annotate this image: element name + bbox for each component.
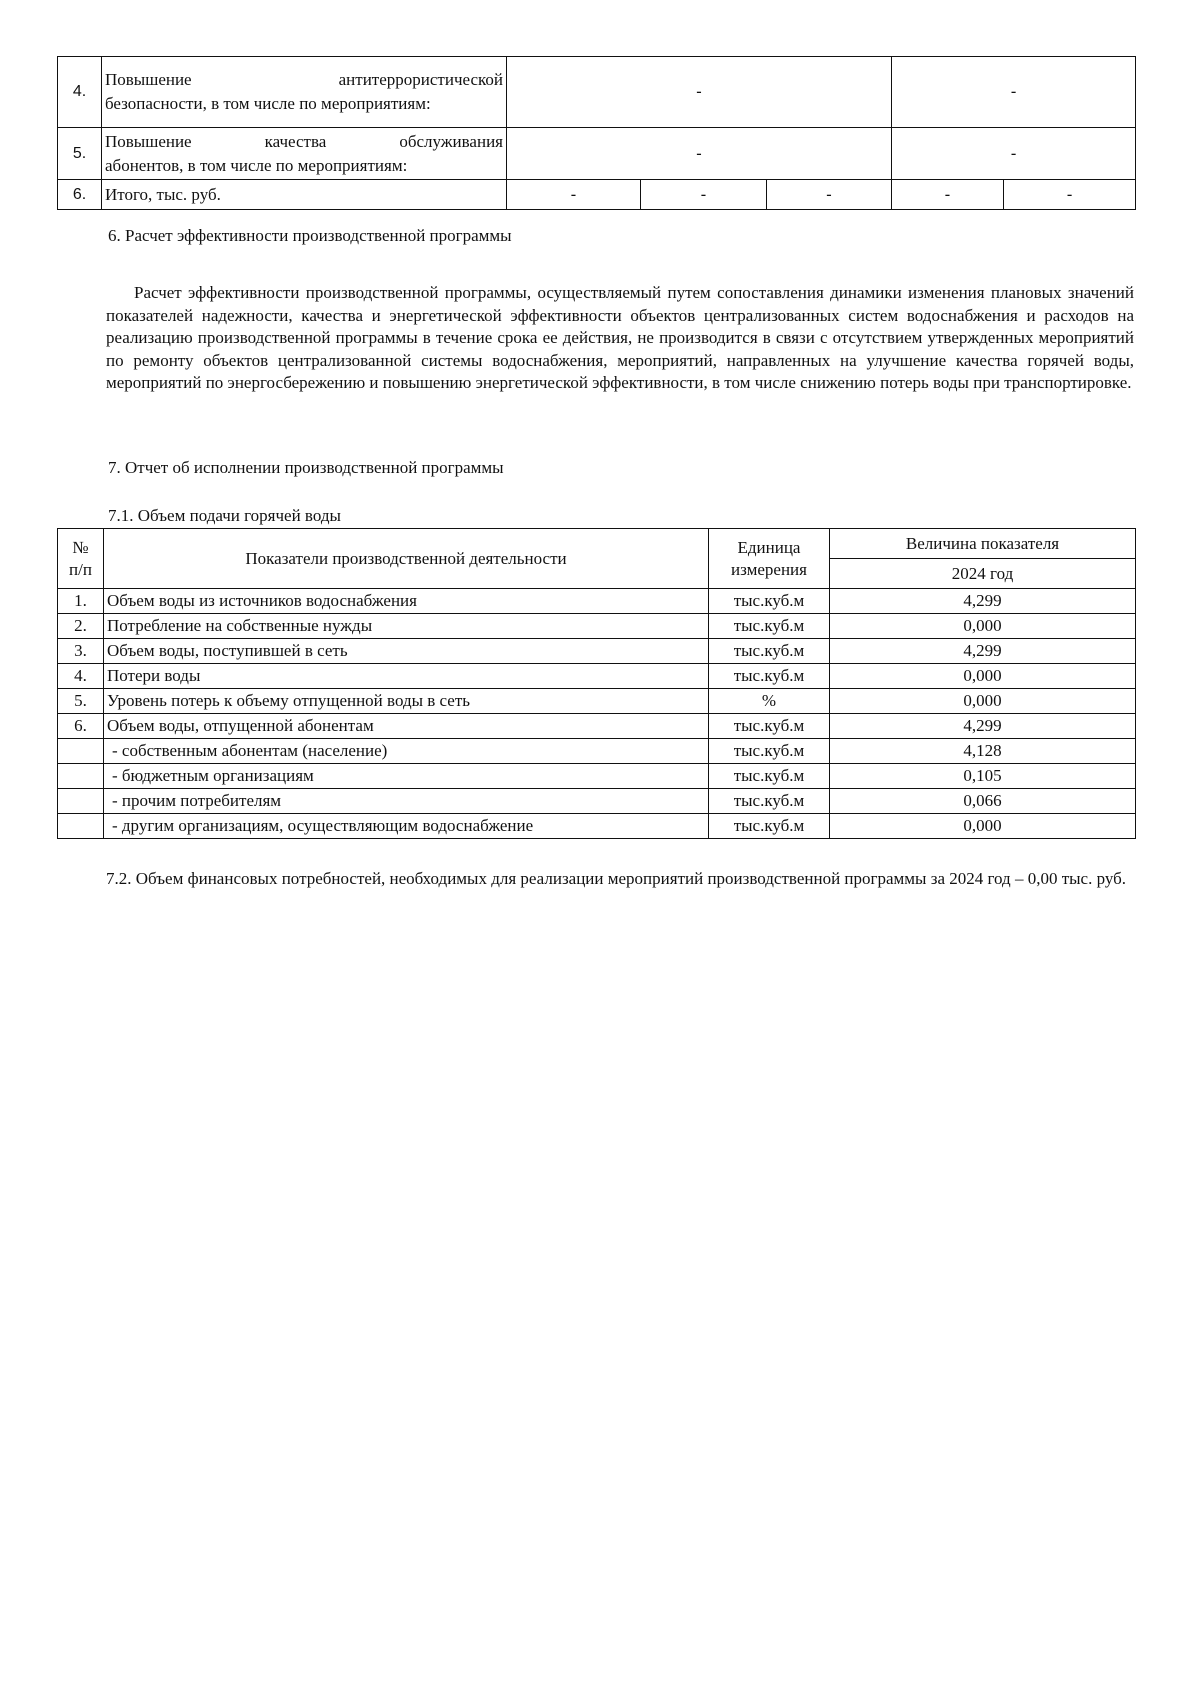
section-7-2-paragraph: 7.2. Объем финансовых потребностей, необходимых для реализации мероприятий производственной программы за 2024 год – 0,00 тыс. руб. xyxy=(106,869,1127,888)
indicator-name: Объем воды из источников водоснабжения xyxy=(104,589,709,614)
section-7-heading: 7. Отчет об исполнении производственной программы xyxy=(108,458,504,477)
value-cell: - xyxy=(892,57,1136,128)
value-cell: - xyxy=(892,128,1136,180)
measure-name-word: качества xyxy=(264,131,327,151)
table-row xyxy=(58,589,1136,614)
value-cell: - xyxy=(507,57,892,128)
unit-cell: тыс.куб.м xyxy=(709,614,830,639)
unit-cell: тыс.куб.м xyxy=(709,664,830,689)
total-value: - xyxy=(1004,180,1136,210)
indicator-name: - бюджетным организациям xyxy=(104,764,709,789)
unit-cell: тыс.куб.м xyxy=(709,739,830,764)
table-row xyxy=(58,664,1136,689)
indicator-name: Потери воды xyxy=(104,664,709,689)
value-cell: 0,000 xyxy=(830,689,1136,714)
unit-cell: % xyxy=(709,689,830,714)
total-value: - xyxy=(767,180,892,210)
unit-cell: тыс.куб.м xyxy=(709,639,830,664)
row-number: 5. xyxy=(58,128,102,180)
value-cell: 4,299 xyxy=(830,639,1136,664)
indicator-name: Уровень потерь к объему отпущенной воды в сеть xyxy=(104,689,709,714)
measure-name-word: Повышение xyxy=(105,70,192,89)
total-row xyxy=(58,180,1136,210)
hot-water-volume-table xyxy=(57,528,1136,839)
unit-cell: тыс.куб.м xyxy=(709,814,830,839)
value-cell: 4,128 xyxy=(830,739,1136,764)
table-row xyxy=(58,814,1136,839)
value-cell: 0,000 xyxy=(830,814,1136,839)
total-label: Итого, тыс. руб. xyxy=(102,180,507,210)
header-number-line: № xyxy=(72,537,89,557)
unit-cell: тыс.куб.м xyxy=(709,764,830,789)
measure-name-word: антитеррористической xyxy=(338,70,503,89)
header-unit-line: измерения xyxy=(731,559,807,579)
indicator-name: Объем воды, поступившей в сеть xyxy=(104,639,709,664)
row-number xyxy=(58,764,104,789)
row-number: 4. xyxy=(58,664,104,689)
measure-name-cell xyxy=(102,57,507,128)
header-value-group: Величина показателя xyxy=(830,529,1136,559)
row-number: 6. xyxy=(58,180,102,210)
indicator-name: - другим организациям, осуществляющим водоснабжение xyxy=(104,814,709,839)
row-number: 2. xyxy=(58,614,104,639)
value-cell: - xyxy=(507,128,892,180)
indicator-name: - собственным абонентам (население) xyxy=(104,739,709,764)
table-row xyxy=(58,714,1136,739)
unit-cell: тыс.куб.м xyxy=(709,789,830,814)
indicator-name: Объем воды, отпущенной абонентам xyxy=(104,714,709,739)
row-number: 3. xyxy=(58,639,104,664)
measure-name-cell xyxy=(102,128,507,180)
header-number-line: п/п xyxy=(69,559,92,579)
header-unit-line: Единица xyxy=(737,537,801,557)
value-cell: 0,105 xyxy=(830,764,1136,789)
unit-cell: тыс.куб.м xyxy=(709,714,830,739)
section-6-heading: 6. Расчет эффективности производственной программы xyxy=(108,226,512,245)
table-row xyxy=(58,764,1136,789)
header-unit xyxy=(709,529,830,589)
measure-name-line: безопасности, в том числе по мероприятиям: xyxy=(105,94,431,113)
section-7-1-heading: 7.1. Объем подачи горячей воды xyxy=(108,506,341,525)
table-row xyxy=(58,614,1136,639)
measure-name-line: абонентов, в том числе по мероприятиям: xyxy=(105,155,408,175)
indicator-name: - прочим потребителям xyxy=(104,789,709,814)
row-number xyxy=(58,739,104,764)
value-cell: 0,066 xyxy=(830,789,1136,814)
table-header-row xyxy=(58,529,1136,559)
header-year: 2024 год xyxy=(830,559,1136,589)
table-row xyxy=(58,639,1136,664)
table-row xyxy=(58,739,1136,764)
row-number xyxy=(58,789,104,814)
table-row xyxy=(58,689,1136,714)
value-cell: 4,299 xyxy=(830,589,1136,614)
row-number: 4. xyxy=(58,57,102,128)
section-6-paragraph: Расчет эффективности производственной программы, осуществляемый путем сопоставления динамики изменения плановых значений показателей надежности, качества и энергетической эффективности объектов централизованных систем водоснабжения и расходов на реализацию производственной программы в течение срока ее действия, не производится в связи с отсутствием утвержденных мероприятий по ремонту объектов централизованной системы водоснабжения, мероприятий, направленных на улучшение качества горячей воды, мероприятий по энергосбережению и повышению энергетической эффективности, в том числе снижению потерь воды при транспортировке. xyxy=(106,283,1134,393)
indicator-name: Потребление на собственные нужды xyxy=(104,614,709,639)
measure-name-word: обслуживания xyxy=(399,131,503,151)
table-body xyxy=(58,589,1136,839)
total-value: - xyxy=(641,180,767,210)
total-value: - xyxy=(892,180,1004,210)
unit-cell: тыс.куб.м xyxy=(709,589,830,614)
value-cell: 0,000 xyxy=(830,614,1136,639)
row-number: 5. xyxy=(58,689,104,714)
value-cell: 0,000 xyxy=(830,664,1136,689)
row-number xyxy=(58,814,104,839)
row-number: 6. xyxy=(58,714,104,739)
table-row xyxy=(58,789,1136,814)
table-row xyxy=(58,57,1136,128)
measure-name-word: Повышение xyxy=(105,131,192,151)
table-row xyxy=(58,128,1136,180)
header-number xyxy=(58,529,104,589)
measures-table xyxy=(57,56,1136,210)
value-cell: 4,299 xyxy=(830,714,1136,739)
header-indicator: Показатели производственной деятельности xyxy=(104,529,709,589)
total-value: - xyxy=(507,180,641,210)
row-number: 1. xyxy=(58,589,104,614)
